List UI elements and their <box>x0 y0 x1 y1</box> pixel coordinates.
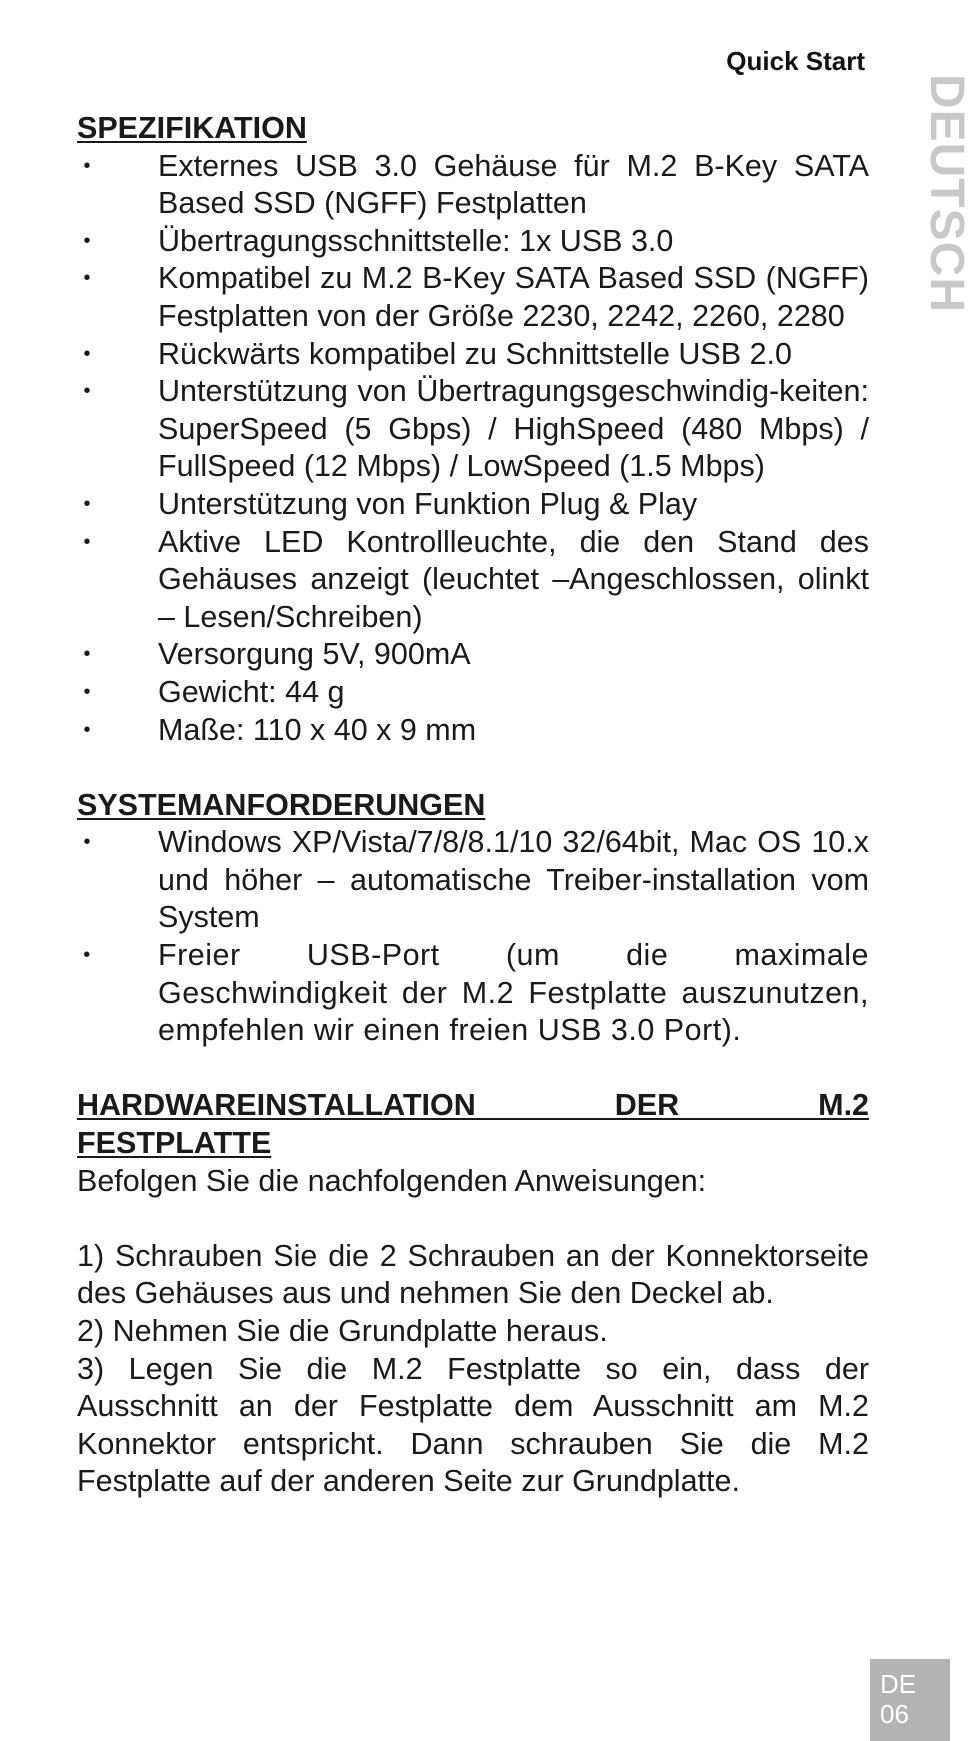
systemanforderungen-heading: SYSTEMANFORDERUNGEN <box>77 787 486 822</box>
bullet-icon: • <box>83 229 91 252</box>
list-item: • Übertragungsschnittstelle: 1x USB 3.0 <box>77 223 869 261</box>
list-item: • Maße: 110 x 40 x 9 mm <box>77 712 869 750</box>
spacer <box>77 1200 869 1238</box>
page-number: 06 <box>880 1699 909 1729</box>
list-item: • Unterstützung von Übertragungsgeschwindig-keiten: SuperSpeed (5 Gbps) / HighSpeed (480 Mbps) / FullSpeed (12 Mbps) / LowSpeed (1.5 Mbps) <box>77 373 869 486</box>
spezifikation-heading: SPEZIFIKATION <box>77 111 307 145</box>
bullet-icon: • <box>83 718 91 741</box>
hardware-heading-line2: FESTPLATTE <box>77 1126 272 1161</box>
bullet-icon: • <box>83 154 91 177</box>
list-item: • Windows XP/Vista/7/8/8.1/10 32/64bit, Mac OS 10.x und höher – automatische Treiber-installation vom System <box>77 824 869 937</box>
bullet-icon: • <box>83 342 91 365</box>
language-side-tab: DEUTSCH <box>920 74 973 314</box>
bullet-icon: • <box>83 944 91 967</box>
systemanforderungen-list <box>77 824 869 1050</box>
header-title: Quick Start <box>726 46 865 76</box>
hardware-intro: Befolgen Sie die nachfolgenden Anweisungen: <box>77 1163 707 1198</box>
bullet-icon: • <box>83 492 91 515</box>
list-item: • Versorgung 5V, 900mA <box>77 636 869 674</box>
bullet-icon: • <box>83 380 91 403</box>
list-item: • Gewicht: 44 g <box>77 674 869 712</box>
bullet-icon: • <box>83 643 91 666</box>
list-item: • Unterstützung von Funktion Plug & Play <box>77 486 869 524</box>
list-item: • Aktive LED Kontrollleuchte, die den Stand des Gehäuses anzeigt (leuchtet –Angeschlossen, olinkt – Lesen/Schreiben) <box>77 524 869 637</box>
list-item: • Externes USB 3.0 Gehäuse für M.2 B-Key SATA Based SSD (NGFF) Festplatten <box>77 148 869 223</box>
bullet-icon: • <box>83 831 91 854</box>
spezifikation-list <box>77 148 869 750</box>
hardware-step-3: 3) Legen Sie die M.2 Festplatte so ein, dass der Ausschnitt an der Festplatte dem Ausschnitt am M.2 Konnektor entspricht. Dann schrauben Sie die M.2 Festplatte auf der anderen Seite zur Grundplatte. <box>77 1351 869 1499</box>
spacer <box>77 749 869 787</box>
list-item: • Freier USB-Port (um die maximale Geschwindigkeit der M.2 Festplatte auszunutzen, empfehlen wir einen freien USB 3.0 Port). <box>77 937 869 1050</box>
hardware-heading-line1: HARDWAREINSTALLATION DER M.2 <box>77 1088 869 1123</box>
page-number-badge <box>870 1659 950 1741</box>
bullet-icon: • <box>83 530 91 553</box>
bullet-icon: • <box>83 680 91 703</box>
page-lang-code: DE <box>880 1669 917 1699</box>
hardware-step-1: 1) Schrauben Sie die 2 Schrauben an der Konnektorseite des Gehäuses aus und nehmen Sie den Deckel ab. <box>77 1238 869 1311</box>
list-item: • Kompatibel zu M.2 B-Key SATA Based SSD (NGFF) Festplatten von der Größe 2230, 2242, 2260, 2280 <box>77 260 869 335</box>
list-item: • Rückwärts kompatibel zu Schnittstelle USB 2.0 <box>77 336 869 374</box>
bullet-icon: • <box>83 267 91 290</box>
spacer <box>77 1050 869 1088</box>
page-content <box>77 110 869 1501</box>
hardware-step-2: 2) Nehmen Sie die Grundplatte heraus. <box>77 1314 608 1348</box>
